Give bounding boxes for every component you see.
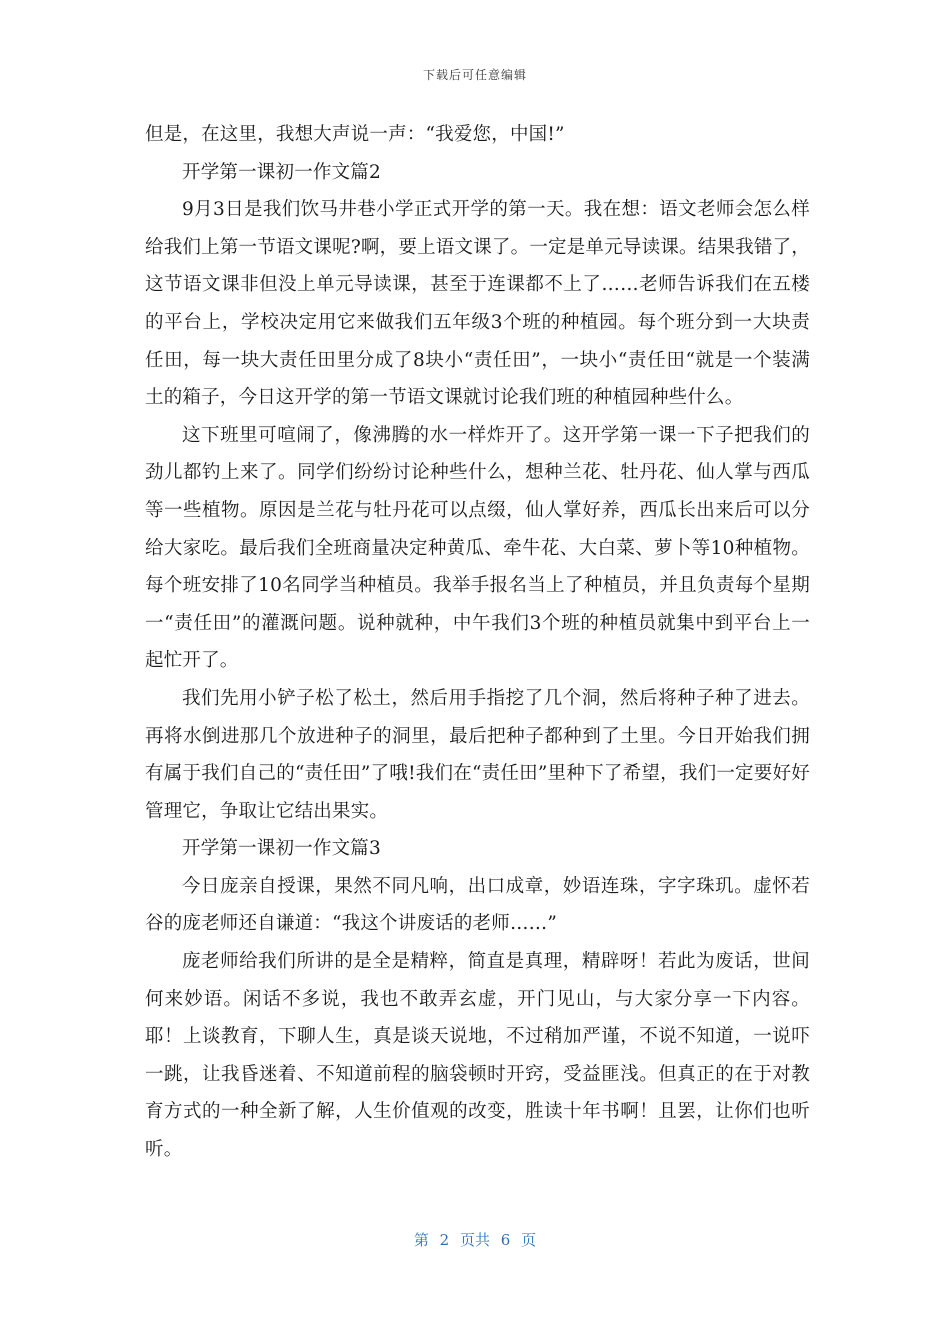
paragraph: 但是，在这里，我想大声说一声：“我爱您，中国!”: [145, 124, 565, 145]
page-header: 下载后可任意编辑: [422, 68, 527, 82]
paragraph: 这下班里可喧闹了，像沸腾的水一样炸开了。这开学第一课一下子把我们的劲儿都钓上来了。同学们纷纷讨论种些什么，想种兰花、牡丹花、仙人掌与西瓜等一些植物。原因是兰花与牡丹花可以点缀，仙人掌好养，西瓜长出来后可以分给大家吃。最后我们全班商量决定种黄瓜、牵牛花、大白菜、萝卜等10种植物。每个班安排了10名同学当种植员。我举手报名当上了种植员，并且负责每个星期一“责任田”的灌溉问题。说种就种，中午我们3个班的种植员就集中到平台上一起忙开了。: [145, 424, 810, 672]
page-number-footer: 第 2 页共 6 页: [413, 1231, 537, 1249]
paragraph: 9月3日是我们饮马井巷小学正式开学的第一天。我在想：语文老师会怎么样给我们上第一节语文课呢?啊，要上语文课了。一定是单元导读课。结果我错了，这节语文课非但没上单元导读课，甚至于连课都不上了……老师告诉我们在五楼的平台上，学校决定用它来做我们五年级3个班的种植园。每个班分到一大块责任田，每一块大责任田里分成了8块小“责任田”，一块小“责任田“就是一个装满土的箱子，今日这开学的第一节语文课就讨论我们班的种植园种些什么。: [145, 199, 810, 409]
section-heading: 开学第一课初一作文篇3: [182, 838, 381, 860]
section-heading: 开学第一课初一作文篇2: [182, 161, 381, 183]
paragraph: 今日庞亲自授课，果然不同凡响，出口成章，妙语连珠，字字珠玑。虚怀若谷的庞老师还自谦道：“我这个讲废话的老师……”: [145, 875, 810, 935]
paragraph: 庞老师给我们所讲的是全是精粹，简直是真理，精辟呀！若此为废话，世间何来妙语。闲话不多说，我也不敢弄玄虚，开门见山，与大家分享一下内容。耶！上谈教育，下聊人生，真是谈天说地，不过稍加严谨，不说不知道，一说吓一跳，让我昏迷着、不知道前程的脑袋顿时开窍，受益匪浅。但真正的在于对教育方式的一种全新了解，人生价值观的改变，胜读十年书啊！且罢，让你们也听听。: [145, 951, 810, 1161]
document-body: [145, 116, 810, 1169]
paragraph: 我们先用小铲子松了松土，然后用手指挖了几个洞，然后将种子种了进去。再将水倒进那几个放进种子的洞里，最后把种子都种到了土里。今日开始我们拥有属于我们自己的“责任田”了哦!我们在“责任田”里种下了希望，我们一定要好好管理它，争取让它结出果实。: [145, 687, 810, 822]
